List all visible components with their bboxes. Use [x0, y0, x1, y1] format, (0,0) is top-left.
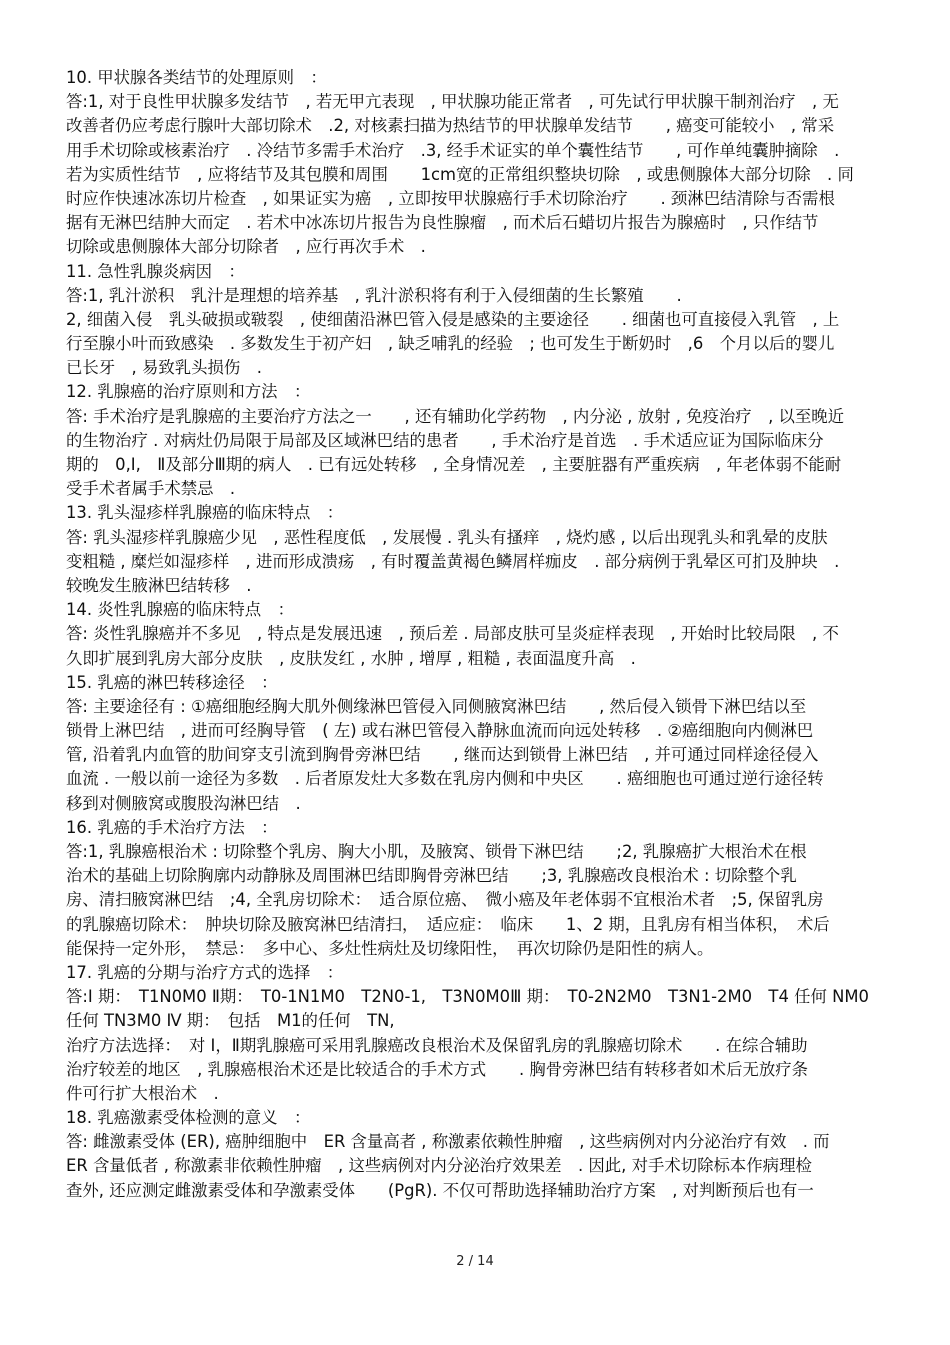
text-line: 13. 乳头湿疹样乳腺癌的临床特点 ：: [66, 503, 344, 523]
text-line: 答:Ⅰ 期： T1N0M0 Ⅱ期： T0-1N1M0 T2N0-1, T3N0M0Ⅲ 期： T0-2N2M0 T3N1-2M0 T4 任何 NM0: [66, 987, 869, 1007]
page-number: 2 / 14: [456, 1254, 494, 1269]
text-line: 的乳腺癌切除术： 肿块切除及腋窝淋巴结清扫， 适应症： 临床 1、2 期，且乳房有相当体积， 术后: [66, 914, 830, 934]
text-line: 2, 细菌入侵 乳头破损或皲裂 , 使细菌沿淋巴管入侵是感染的主要途径 . 细菌也可直接侵入乳管 , 上: [66, 309, 840, 329]
text-line: 行至腺小叶而致感染 . 多数发生于初产妇 , 缺乏哺乳的经验 ; 也可发生于断奶时 ,6 个月以后的婴儿: [66, 334, 835, 354]
text-line: 房、清扫腋窝淋巴结 ;4, 全乳房切除术： 适合原位癌、 微小癌及年老体弱不宜根治术者 ;5, 保留乳房: [66, 890, 824, 910]
text-line: 任何 TN3M0 Ⅳ 期： 包括 M1的任何 TN,: [66, 1011, 395, 1031]
text-line: 治术的基础上切除胸廓内动静脉及周围淋巴结即胸骨旁淋巴结 ;3, 乳腺癌改良根治术 : 切除整个乳: [66, 866, 797, 886]
text-line: 16. 乳癌的手术治疗方法 ：: [66, 817, 278, 837]
text-line: 变粗糙 , 糜烂如湿疹样 , 进而形成溃疡 , 有时覆盖黄褐色鳞屑样痂皮 . 部分病例于乳晕区可扪及肿块 .: [66, 551, 840, 571]
text-line: 件可行扩大根治术 .: [66, 1083, 219, 1103]
text-line: 据有无淋巴结肿大而定 . 若术中冰冻切片报告为良性腺瘤 , 而术后石蜡切片报告为腺癌时 , 只作结节: [66, 213, 819, 233]
text-line: 时应作快速冰冻切片检查 , 如果证实为癌 , 立即按甲状腺癌行手术切除治疗 . 颈淋巴结清除与否需根: [66, 188, 835, 208]
text-line: 血流 . 一般以前一途径为多数 . 后者原发灶大多数在乳房内侧和中央区 . 癌细胞也可通过逆行途径转: [66, 769, 824, 789]
text-line: 17. 乳癌的分期与治疗方式的选择 ：: [66, 962, 344, 982]
text-line: 答: 手术治疗是乳腺癌的主要治疗方法之一 , 还有辅助化学药物 , 内分泌 , 放射 , 免疫治疗 , 以至晚近: [66, 406, 845, 426]
text-line: 15. 乳癌的淋巴转移途径 ：: [66, 672, 278, 692]
text-line: 能保持一定外形， 禁忌： 多中心、多灶性病灶及切缘阳性， 再次切除仍是阳性的病人。: [66, 938, 714, 958]
text-line: 11. 急性乳腺炎病因 ：: [66, 261, 245, 281]
text-line: 受手术者属手术禁忌 .: [66, 479, 236, 499]
text-line: 答: 乳头湿疹样乳腺癌少见 , 恶性程度低 , 发展慢 . 乳头有搔痒 , 烧灼感 , 以后出现乳头和乳晕的皮肤: [66, 527, 828, 547]
text-line: ER 含量低者 , 称激素非依赖性肿瘤 , 这些病例对内分泌治疗效果差 . 因此, 对手术切除标本作病理检: [66, 1156, 812, 1176]
text-line: 已长牙 , 易致乳头损伤 .: [66, 358, 262, 378]
text-line: 期的 0,I, Ⅱ及部分Ⅲ期的病人 . 已有远处转移 , 全身情况差 , 主要脏器有严重疾病 , 年老体弱不能耐: [66, 455, 842, 474]
text-line: 的生物治疗 . 对病灶仍局限于局部及区域淋巴结的患者 , 手术治疗是首选 . 手术适应证为国际临床分: [66, 430, 824, 450]
text-line: 答:1, 乳腺癌根治术 : 切除整个乳房、胸大小肌，及腋窝、锁骨下淋巴结 ;2, 乳腺癌扩大根治术在根: [66, 842, 807, 861]
text-line: 改善者仍应考虑行腺叶大部切除术 .2, 对核素扫描为热结节的甲状腺单发结节 , 癌变可能较小 , 常采: [66, 116, 835, 136]
text-line: 14. 炎性乳腺癌的临床特点 ：: [66, 600, 294, 620]
text-line: 治疗较差的地区 , 乳腺癌根治术还是比较适合的手术方式 . 胸骨旁淋巴结有转移者如术后无放疗条: [66, 1059, 809, 1079]
text-line: 若为实质性结节 , 应将结节及其包膜和周围 1cm宽的正常组织整块切除 , 或患侧腺体大部分切除 . 同: [66, 164, 854, 184]
text-line: 查外, 还应测定雌激素受体和孕激素受体 (PgR). 不仅可帮助选择辅助治疗方案 , 对判断预后也有一: [66, 1180, 814, 1200]
text-line: 答:1, 乳汁淤积 乳汁是理想的培养基 , 乳汁淤积将有利于入侵细菌的生长繁殖 .: [66, 285, 682, 305]
text-line: 12. 乳腺癌的治疗原则和方法 ：: [66, 382, 311, 402]
text-line: 用手术切除或核素治疗 . 冷结节多需手术治疗 .3, 经手术证实的单个囊性结节 , 可作单纯囊肿摘除 .: [66, 140, 840, 160]
text-line: 答: 雌激素受体 (ER), 癌肿细胞中 ER 含量高者 , 称激素依赖性肿瘤 , 这些病例对内分泌治疗有效 . 而: [66, 1132, 830, 1152]
text-line: 较晚发生腋淋巴结转移 .: [66, 575, 252, 595]
text-line: 答: 炎性乳腺癌并不多见 , 特点是发展迅速 , 预后差 . 局部皮肤可呈炎症样表现 , 开始时比较局限 , 不: [66, 624, 839, 644]
text-line: 移到对侧腋窝或腹股沟淋巴结 .: [66, 793, 301, 813]
document-body: [66, 66, 888, 1203]
text-line: 答: 主要途径有 : ①癌细胞经胸大肌外侧缘淋巴管侵入同侧腋窝淋巴结 , 然后侵入锁骨下淋巴结以至: [66, 696, 807, 716]
text-line: 管, 沿着乳内血管的肋间穿支引流到胸骨旁淋巴结 , 继而达到锁骨上淋巴结 , 并可通过同样途径侵入: [66, 745, 819, 765]
text-line: 锁骨上淋巴结 , 进而可经胸导管 ( 左) 或右淋巴管侵入静脉血流而向远处转移 . ②癌细胞向内侧淋巴: [66, 721, 814, 741]
text-line: 10. 甲状腺各类结节的处理原则 ：: [66, 68, 327, 87]
text-line: 答:1, 对于良性甲状腺多发结节 , 若无甲亢表现 , 甲状腺功能正常者 , 可先试行甲状腺干制剂治疗 , 无: [66, 92, 839, 112]
text-line: 治疗方法选择： 对 Ⅰ，Ⅱ期乳腺癌可采用乳腺癌改良根治术及保留乳房的乳腺癌切除术 . 在综合辅助: [66, 1035, 808, 1055]
text-line: 切除或患侧腺体大部分切除者 , 应行再次手术 .: [66, 237, 426, 257]
text-line: 久即扩展到乳房大部分皮肤 , 皮肤发红 , 水肿 , 增厚 , 粗糙 , 表面温度升高 .: [66, 648, 636, 668]
text-line: 18. 乳癌激素受体检测的意义 ：: [66, 1108, 311, 1128]
